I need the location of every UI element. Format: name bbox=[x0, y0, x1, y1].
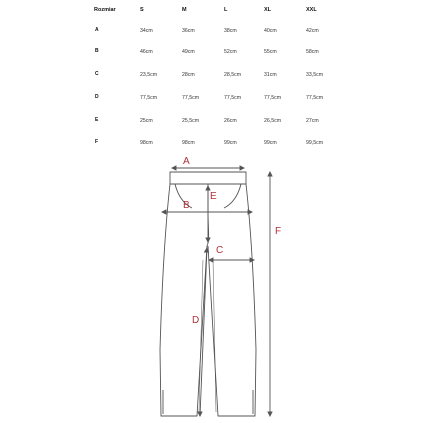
value-a-s: 34cm bbox=[140, 28, 153, 34]
value-b-xl: 55cm bbox=[264, 49, 277, 55]
size-header-s: S bbox=[140, 7, 144, 13]
value-b-l: 52cm bbox=[224, 49, 237, 55]
value-f-xxl: 99,5cm bbox=[306, 140, 324, 146]
value-a-l: 38cm bbox=[224, 28, 237, 34]
value-c-xxl: 33,5cm bbox=[306, 72, 324, 78]
value-f-l: 99cm bbox=[224, 140, 237, 146]
row-label-c: C bbox=[95, 71, 99, 77]
size-header-l: L bbox=[224, 7, 228, 13]
size-header-m: M bbox=[182, 7, 187, 13]
measure-label-e: E bbox=[210, 191, 217, 202]
value-f-s: 98cm bbox=[140, 140, 153, 146]
value-e-xl: 26,5cm bbox=[264, 118, 282, 124]
row-label-f: F bbox=[95, 139, 99, 145]
measure-label-c: C bbox=[216, 245, 224, 256]
value-a-xl: 40cm bbox=[264, 28, 277, 34]
measure-label-f: F bbox=[275, 226, 282, 237]
value-f-m: 98cm bbox=[182, 140, 195, 146]
value-c-l: 28,5cm bbox=[224, 72, 242, 78]
value-b-s: 46cm bbox=[140, 49, 153, 55]
size-chart-table bbox=[0, 0, 423, 150]
value-a-xxl: 42cm bbox=[306, 28, 319, 34]
value-e-s: 25cm bbox=[140, 118, 153, 124]
value-e-l: 26cm bbox=[224, 118, 237, 124]
value-c-xl: 31cm bbox=[264, 72, 277, 78]
value-e-m: 25,5cm bbox=[182, 118, 200, 124]
value-d-xxl: 77,5cm bbox=[306, 95, 324, 101]
value-b-m: 49cm bbox=[182, 49, 195, 55]
value-d-s: 77,5cm bbox=[140, 95, 158, 101]
value-f-xl: 99cm bbox=[264, 140, 277, 146]
value-e-xxl: 27cm bbox=[306, 118, 319, 124]
measure-label-b: B bbox=[183, 200, 190, 211]
value-b-xxl: 58cm bbox=[306, 49, 319, 55]
value-c-s: 23,5cm bbox=[140, 72, 158, 78]
size-column-header: Rozmiar bbox=[94, 7, 116, 13]
row-label-a: A bbox=[95, 27, 99, 33]
measure-label-d: D bbox=[192, 315, 200, 326]
row-label-e: E bbox=[95, 117, 99, 123]
value-a-m: 36cm bbox=[182, 28, 195, 34]
value-d-m: 77,5cm bbox=[182, 95, 200, 101]
row-label-b: B bbox=[95, 48, 99, 54]
value-d-l: 77,5cm bbox=[224, 95, 242, 101]
row-label-d: D bbox=[95, 94, 99, 100]
trousers-measurement-diagram bbox=[0, 150, 423, 423]
measure-label-a: A bbox=[183, 156, 190, 167]
size-header-xxl: XXL bbox=[306, 7, 317, 13]
size-header-xl: XL bbox=[264, 7, 272, 13]
value-c-m: 28cm bbox=[182, 72, 195, 78]
value-d-xl: 77,5cm bbox=[264, 95, 282, 101]
